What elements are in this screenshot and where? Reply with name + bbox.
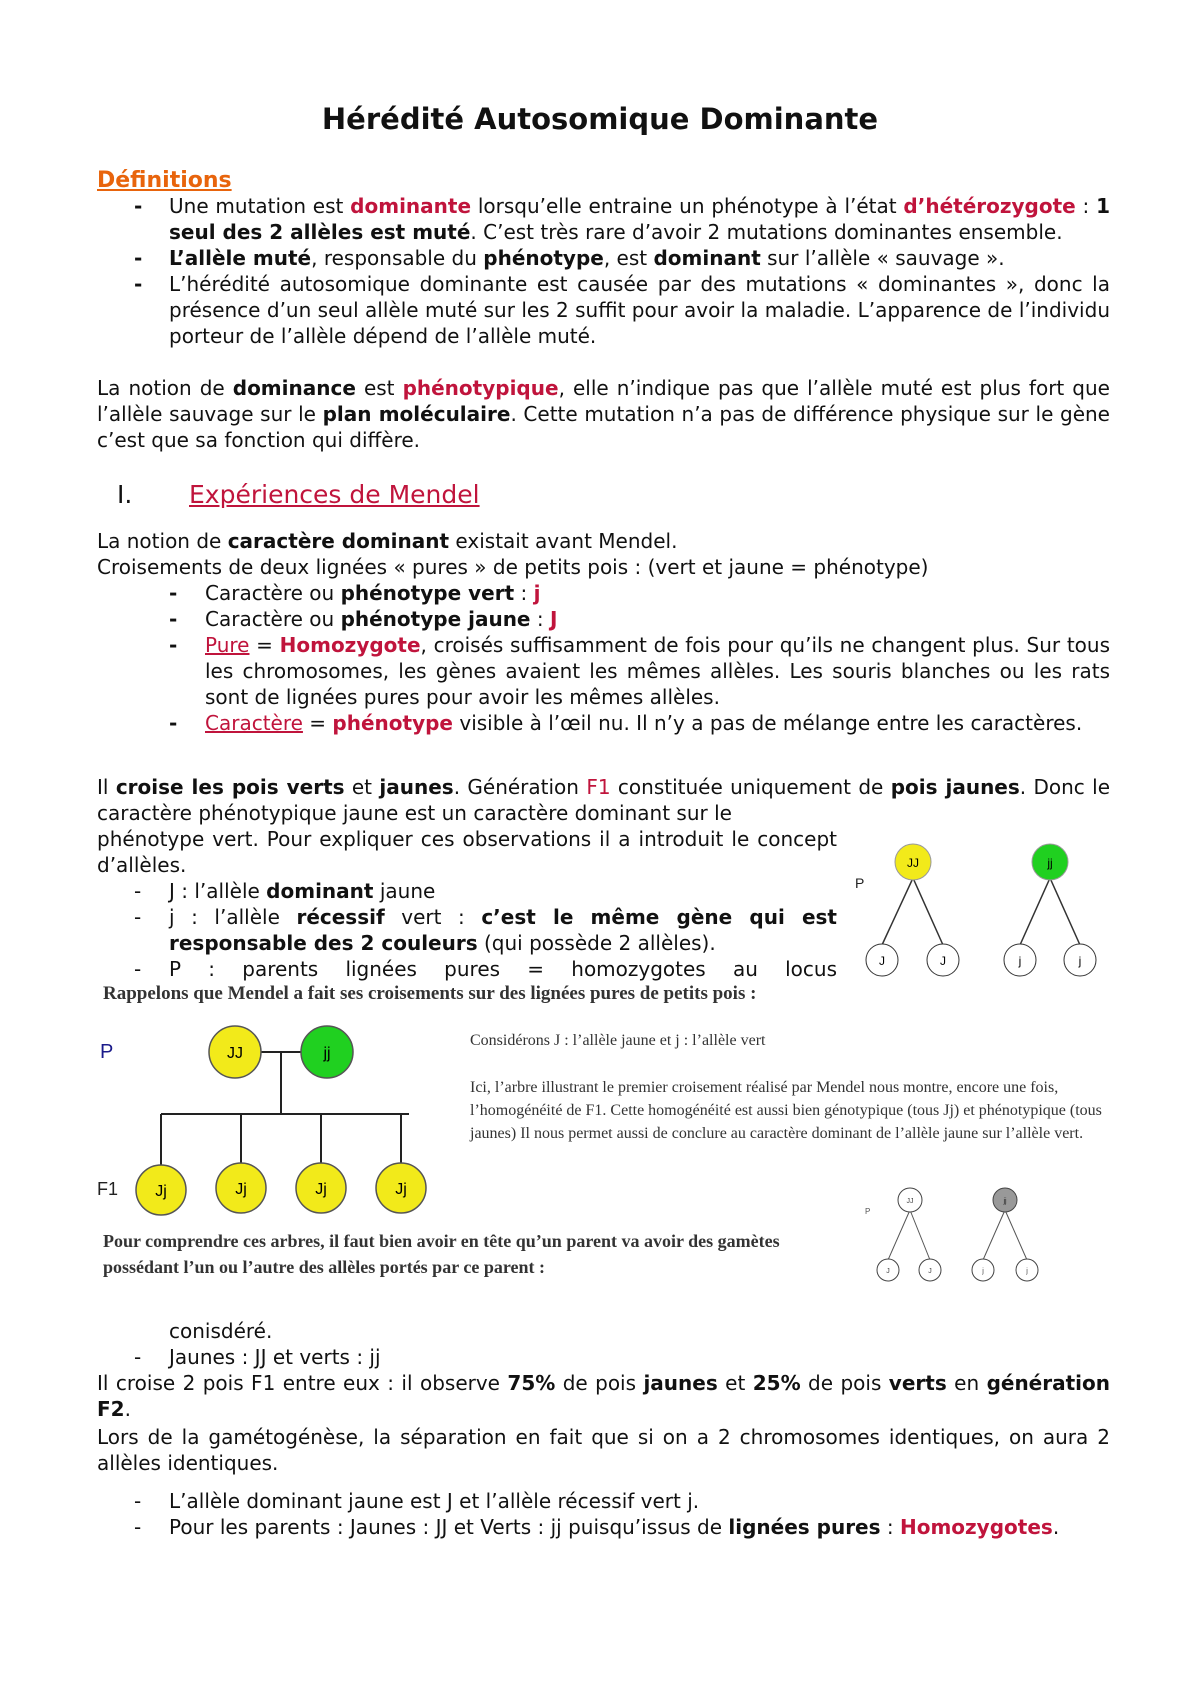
allele-list [97,878,837,982]
f2-paragraph: Il croise 2 pois F1 entre eux : il observe 75% de pois jaunes et 25% de pois verts en génération F2. [97,1371,1110,1421]
list-item: - P : parents lignées pures = homozygotes au locus [134,957,837,981]
figure-intro-text: Rappelons que Mendel a fait ses croisements sur des lignées pures de petits pois : [103,983,757,1004]
cross-child-label: Jj [235,1181,247,1198]
cross-parent-green-label: jj [323,1045,331,1062]
gamete-label: j [1078,954,1082,968]
definition-item: - L’hérédité autosomique dominante est causée par des mutations « dominantes », donc la présence d’un seul allèle muté sur les 2 suffit pour avoir la maladie. L’apparence de l’individu porteur de l’allèle dépend de l’allèle muté. [134,272,1110,348]
mendel-list [97,580,1110,736]
small-gamete-label: j [982,1268,984,1275]
definition-item: - Une mutation est dominante lorsqu’elle entraine un phénotype à l’état d’hétérozygote : 1 seul des 2 allèles est muté. C’est très rare d’avoir 2 mutations dominantes ensemble. [134,194,1111,244]
p-label: P [855,875,865,891]
parent-green-label: jj [1047,856,1053,870]
cross-p-label: P [100,1041,114,1063]
list-item: - Caractère ou phénotype jaune : J [169,607,558,631]
cross-child-label: Jj [155,1183,167,1200]
small-gamete-tree [865,1186,1060,1286]
definitions-list [97,193,1110,349]
cross-child-label: Jj [395,1181,407,1198]
section-heading: I. Expériences de Mendel [117,480,480,509]
mendel-paragraph-continued: phénotype vert. Pour expliquer ces observations il a introduit le concept d’allèles. [97,827,837,877]
locus-continuation: conisdéré. [169,1319,273,1343]
small-parent-label: jj [1003,1198,1007,1205]
list-item: - Jaunes : JJ et verts : jj [134,1345,381,1369]
list-item: - j : l’allèle récessif vert : c’est le même gène qui est responsable des 2 couleurs (qui possède 2 allèles). [134,905,837,955]
figure-bottom-text: Pour comprendre ces arbres, il faut bien avoir en tête qu’un parent va avoir des gamètes possédant l’un ou l’autre des allèles portés par ce parent : [103,1231,780,1277]
gamete-label: j [1018,954,1022,968]
small-gamete-label: J [886,1268,890,1275]
gametogenesis-paragraph: Lors de la gamétogénèse, la séparation en fait que si on a 2 chromosomes identiques, on aura 2 allèles identiques. [97,1425,1110,1475]
figure-explanation-text: Ici, l’arbre illustrant le premier croisement réalisé par Mendel nous montre, encore une fois, l’homogénéité de F1. Cette homogénéité est aussi bien génotypique (tous Jj) et phénotypique (tous jaunes) Il nous permet aussi de conclure au caractère dominant de l’allèle jaune sur l’allèle vert. [470,1079,1102,1142]
list-item: - Pour les parents : Jaunes : JJ et Verts : jj puisqu’issus de lignées pures : Homozygotes. [134,1515,1060,1539]
gamete-label: J [940,954,946,968]
small-parent-label: JJ [906,1198,914,1205]
list-item: - J : l’allèle dominant jaune [134,879,436,903]
list-item: - Pure = Homozygote, croisés suffisamment de fois pour qu’ils ne changent plus. Sur tous les chromosomes, les gènes avaient les mêmes allèles. Les souris blanches ou les rats sont de lignées pures pour avoir les mêmes allèles. [169,633,1110,709]
list-item: - L’allèle dominant jaune est J et l’allèle récessif vert j. [134,1489,700,1513]
allele-list-continued [97,1344,1110,1370]
dominance-paragraph: La notion de dominance est phénotypique, elle n’indique pas que l’allèle muté est plus fort que l’allèle sauvage sur le plan moléculaire. Cette mutation n’a pas de différence physique sur le gène c’est que sa fonction qui diffère. [97,376,1110,452]
gamete-tree-diagram [850,840,1110,1000]
definition-item: - L’allèle muté, responsable du phénotype, est dominant sur l’allèle « sauvage ». [134,246,1005,270]
small-gamete-label: J [928,1268,932,1275]
cross-f1-label: F1 [97,1179,119,1199]
mendel-paragraph: Il croise les pois verts et jaunes. Génération F1 constituée uniquement de pois jaunes. Donc le caractère phénotypique jaune est un caractère dominant sur le [97,775,1111,825]
section-intro: La notion de caractère dominant existait avant Mendel. Croisements de deux lignées « pures » de petits pois : (vert et jaune = phénotype) [97,529,929,579]
homozygote-list [97,1488,1110,1540]
small-p-label: P [865,1207,871,1216]
cross-diagram [97,1020,457,1220]
list-item: - Caractère ou phénotype vert : j [169,581,541,605]
small-gamete-label: j [1026,1268,1028,1275]
parent-yellow-label: JJ [907,856,919,870]
list-item: - Caractère = phénotype visible à l’œil nu. Il n’y a pas de mélange entre les caractères. [169,711,1083,735]
definitions-heading: Définitions [97,168,232,193]
cross-parent-yellow-label: JJ [227,1045,243,1062]
figure-consider-text: Considérons J : l’allèle jaune et j : l’allèle vert [470,1032,766,1049]
gamete-label: J [879,954,885,968]
page-title: Hérédité Autosomique Dominante [321,102,879,136]
cross-child-label: Jj [315,1181,327,1198]
